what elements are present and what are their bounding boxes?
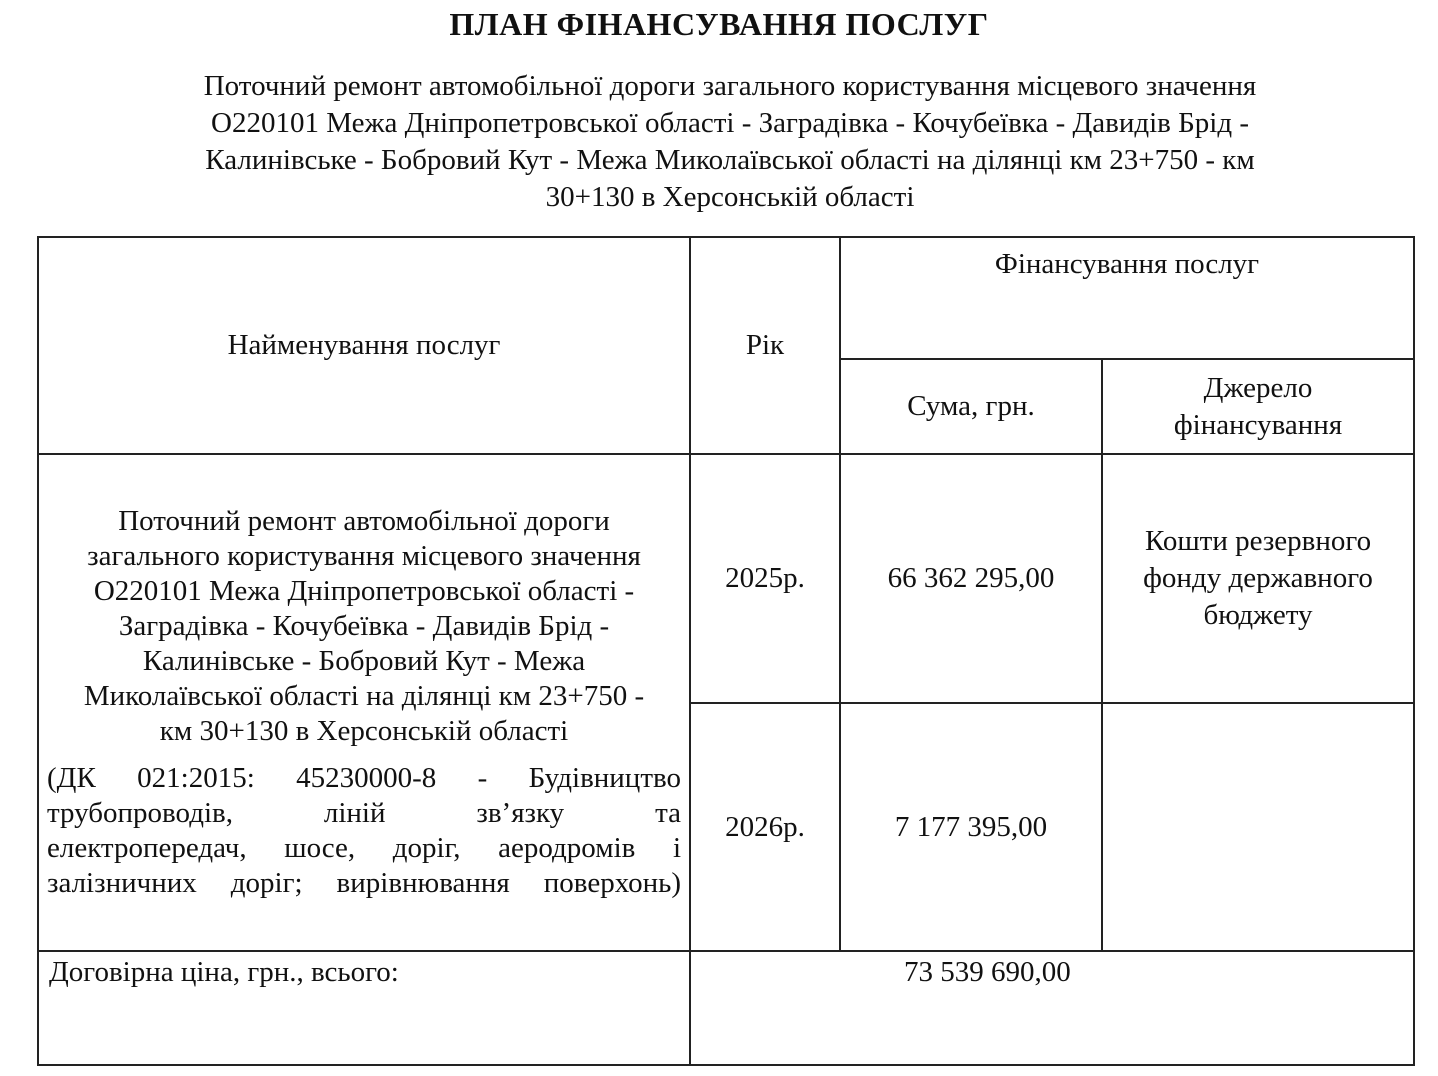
document-subtitle	[130, 68, 1330, 216]
amount-2026: 7 177 395,00	[840, 703, 1102, 951]
total-value: 73 539 690,00	[904, 956, 1071, 988]
header-source-line: фінансування	[1173, 408, 1343, 441]
header-financing: Фінансування послуг	[840, 237, 1414, 359]
service-code-line: (ДК 021:2015: 45230000-8 - Будівництво	[47, 762, 681, 794]
subtitle-line: О220101 Межа Дніпропетровської області - Заградівка - Кочубеївка - Давидів Брід -	[211, 107, 1249, 139]
service-description	[38, 454, 690, 951]
total-value-cell	[690, 951, 1414, 1065]
header-service-name: Найменування послуг	[38, 237, 690, 454]
document-title: ПЛАН ФІНАНСУВАННЯ ПОСЛУГ	[449, 6, 989, 42]
header-source	[1102, 359, 1414, 454]
financing-source-line: фонду державного	[1143, 562, 1373, 594]
financing-plan-table	[37, 236, 1415, 1066]
service-name-line: Калинівське - Бобровий Кут - Межа	[142, 645, 586, 677]
subtitle-line: Калинівське - Бобровий Кут - Межа Миколаївської області на ділянці км 23+750 - км	[205, 144, 1255, 176]
service-code-line: залізничних доріг; вирівнювання поверхонь)	[47, 867, 681, 899]
service-name-line: Заградівка - Кочубеївка - Давидів Брід -	[118, 610, 610, 642]
financing-source-line: Кошти резервного	[1144, 525, 1372, 557]
service-code-line: електропередач, шосе, доріг, аеродромів і	[47, 832, 681, 864]
year-2025: 2025р.	[690, 454, 840, 703]
subtitle-line: Поточний ремонт автомобільної дороги загального користування місцевого значення	[203, 70, 1257, 102]
total-label: Договірна ціна, грн., всього:	[38, 951, 690, 1065]
subtitle-line: 30+130 в Херсонській області	[545, 181, 915, 213]
header-source-line: Джерело	[1203, 371, 1313, 404]
service-name-line: О220101 Межа Дніпропетровської області -	[93, 575, 635, 607]
service-name-line: загального користування місцевого значення	[87, 540, 641, 572]
service-code-line: трубопроводів, ліній зв’язку та	[47, 797, 681, 829]
header-amount: Сума, грн.	[840, 359, 1102, 454]
financing-source-line: бюджету	[1203, 599, 1313, 631]
year-2026: 2026р.	[690, 703, 840, 951]
service-name	[47, 504, 681, 749]
service-name-line: Миколаївської області на ділянці км 23+750 -	[83, 680, 645, 712]
header-year: Рік	[690, 237, 840, 454]
financing-source	[1102, 454, 1414, 703]
financing-source-empty	[1102, 703, 1414, 951]
service-name-line: км 30+130 в Херсонській області	[159, 715, 569, 747]
amount-2025: 66 362 295,00	[840, 454, 1102, 703]
service-name-line: Поточний ремонт автомобільної дороги	[118, 505, 610, 537]
service-code	[47, 761, 681, 901]
